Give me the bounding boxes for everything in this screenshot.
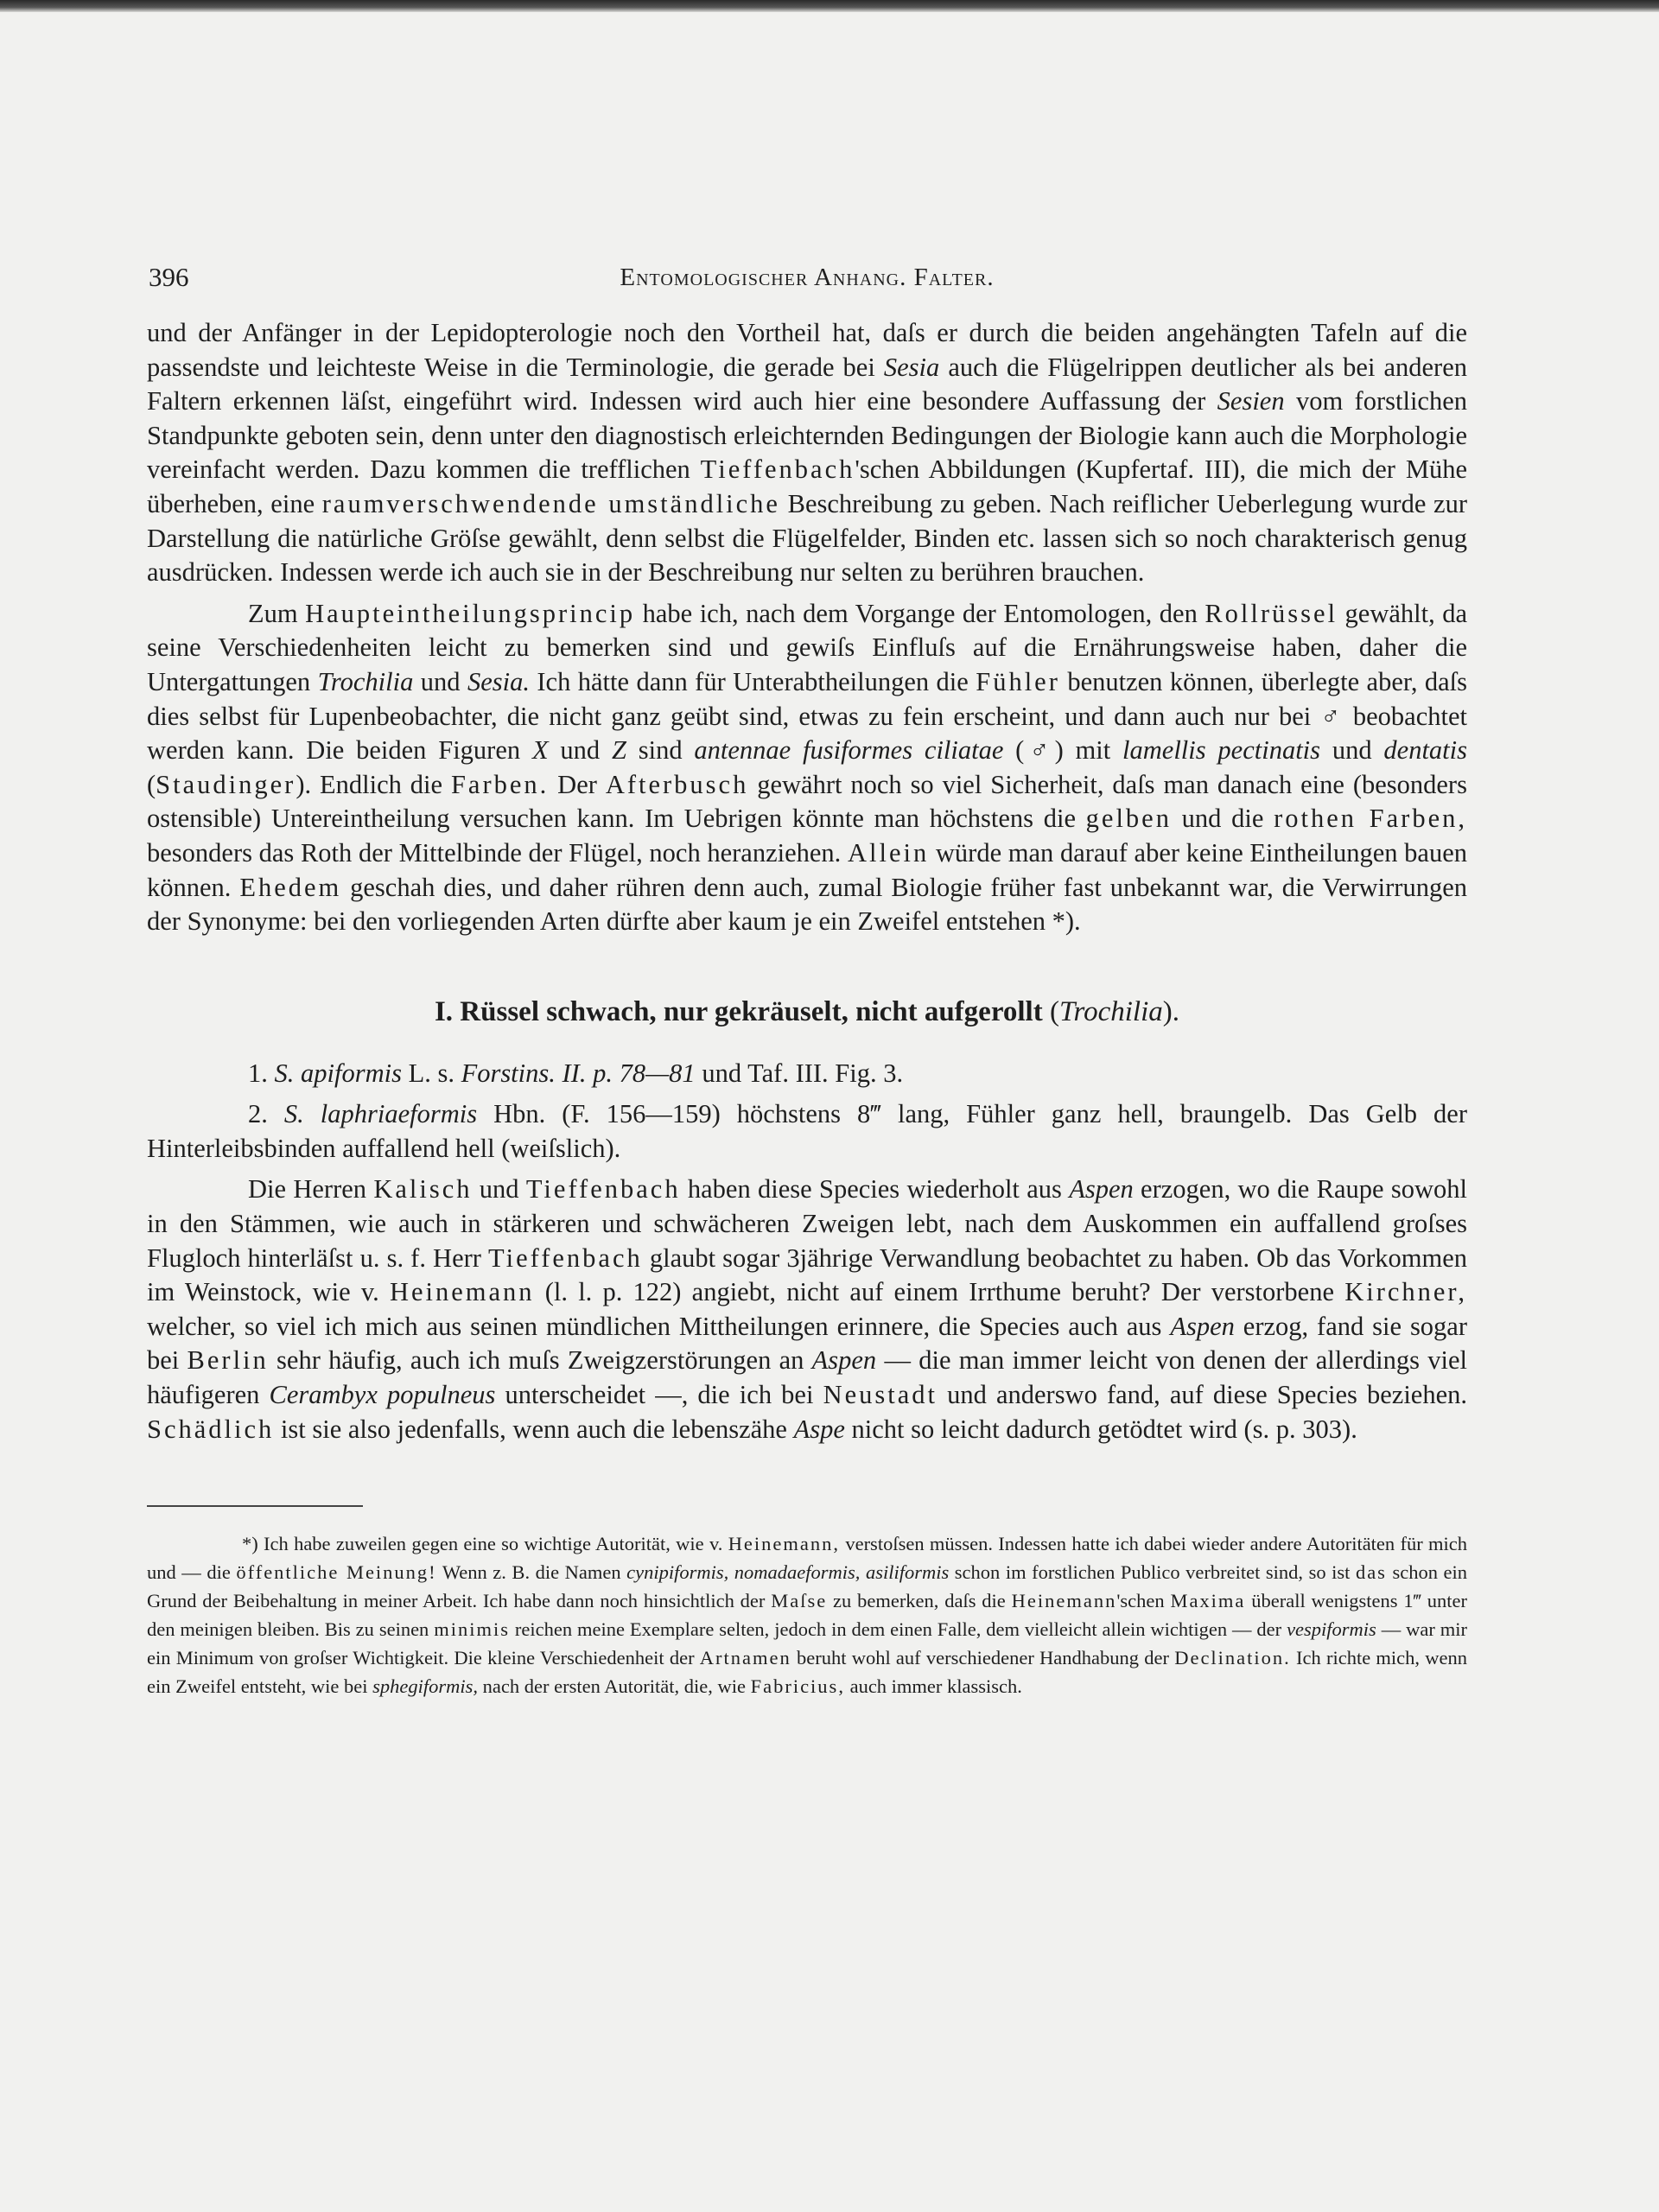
paragraph-classification [147, 597, 1467, 939]
text-run: erzog, fand sie sogar bei [147, 1311, 1468, 1376]
text-run: vom forstlichen Standpunkte geboten sein, denn unter den diagnostisch erleichternden Bedingungen der Biologie kann auch die Morphologie vereinfacht werden. Dazu kommen die trefflichen [147, 386, 1467, 485]
text-run: schon im forstlichen Publico verbreitet sind, so ist [949, 1561, 1356, 1584]
spaced-run: Artnamen [699, 1647, 791, 1669]
spaced-run: Heinemann [389, 1277, 535, 1307]
text-run: ( [1049, 995, 1059, 1027]
spaced-run: minimis [434, 1618, 510, 1641]
italic-run: antennae fusiformes ciliatae [694, 735, 1004, 766]
text-run: gewählt, da seine Verschiedenheiten leicht zu bemerken sind und gewiſs Einfluſs auf die Ernährungsweise haben, daher die Untergattungen [147, 598, 1468, 696]
text-run: Beschreibung zu geben. Nach reiflicher Ueberlegung wurde zur Darstellung die natürliche Gröſse gewählt, denn selbst die Flügelfelder, Binden etc. lassen sich so noch charakterisch genug ausdrücken. Indessen werde ich auch sie in der Beschreibung nur selten zu berühren brauchen. [147, 488, 1467, 588]
text-run: benutzen können, überlegte aber, daſs dies selbst für Lupenbeobachter, die nicht ganz geübt sind, etwas zu fein erscheint, und dann auch nur bei ♂ beobachtet werden kann. Die beiden Figuren [147, 666, 1468, 766]
text-run: welcher, so viel ich mich aus seinen mündlichen Mittheilungen erinnere, die Species auch aus [147, 1311, 1171, 1341]
italic-run: lamellis pectinatis [1122, 735, 1321, 766]
paragraph-intro [147, 316, 1467, 590]
species-item-1 [147, 1057, 1467, 1091]
species-item-2 [147, 1097, 1467, 1166]
spaced-run: Allein [847, 837, 930, 868]
text-run: 'schen Abbildungen (Kupfertaf. III), die mich der Mühe überheben, eine [147, 454, 1467, 518]
text-run: und [413, 666, 467, 696]
italic-run: Sesia. [467, 666, 530, 696]
text-run: habe ich, nach dem Vorgange der Entomologen, den [635, 598, 1205, 628]
spaced-run: Fabricius, [750, 1675, 845, 1698]
text-run: — war mir ein Minimum von groſser Wichtigkeit. Die kleine Verschiedenheit der [147, 1618, 1467, 1669]
italic-run: Cerambyx populneus [269, 1380, 496, 1410]
scan-top-edge [0, 0, 1659, 12]
spaced-run: Berlin [187, 1345, 269, 1376]
spaced-run: Heinemann [1011, 1590, 1117, 1612]
text-run: glaubt sogar 3jährige Verwandlung beobachtet zu haben. Ob das Vorkommen im Weinstock, wie v. [147, 1243, 1467, 1307]
spaced-run: Ehedem [239, 872, 342, 902]
text-run: und die [1171, 804, 1274, 834]
text-run: und [548, 735, 612, 766]
spaced-run: Afterbusch [605, 769, 749, 799]
spaced-run: Kalisch [373, 1174, 473, 1205]
text-run: ist sie also jedenfalls, wenn auch die lebenszähe [274, 1414, 794, 1444]
section-heading-subgenus [1050, 996, 1179, 1027]
italic-run: Aspen [811, 1345, 877, 1376]
footnote-rule [147, 1505, 363, 1507]
text-run: nicht so leicht dadurch getödtet wird (s. p. 303). [844, 1414, 1357, 1444]
spaced-run: Haupteintheilungsprincip [305, 598, 636, 628]
text-run: sehr häufig, auch ich muſs Zweigzerstörungen an [268, 1345, 812, 1376]
text-run: Der [549, 769, 606, 799]
spaced-run: gelben [1085, 804, 1172, 834]
text-run: besonders das Roth der Mittelbinde der Flügel, noch heranziehen. [147, 837, 848, 868]
text-run: verstoſsen müssen. Indessen hatte ich dabei wieder andere Autoritäten für mich und — die [147, 1533, 1467, 1584]
spaced-run: rothen Farben, [1274, 804, 1467, 834]
text-run: erzogen, wo die Raupe sowohl in den Stämmen, wie auch in stärkeren und schwächeren Zweigen lebt, nach dem Auskommen ein auffallend groſses Flugloch hinterläſst u. s. f. Herr [147, 1174, 1468, 1273]
book-page [147, 256, 1467, 1700]
italic-run: Aspe [793, 1414, 845, 1444]
spaced-run: Tieffenbach [700, 454, 855, 485]
text-run: gewährt noch so viel Sicherheit, daſs man danach eine (besonders ostensible) Untereintheilung versuchen kann. Im Uebrigen könnte man höchstens die [147, 769, 1467, 834]
text-run: 'schen [1116, 1590, 1171, 1612]
text-run: auch immer klassisch. [844, 1675, 1022, 1698]
section-heading-title: I. Rüssel schwach, nur gekräuselt, nicht aufgerollt [434, 995, 1043, 1027]
text-run: und Taf. III. Fig. 3. [695, 1058, 904, 1088]
italic-run: S. laphriaeformis [283, 1099, 478, 1129]
italic-run: Forstins. II. p. 78—81 [461, 1058, 696, 1088]
text-run: Hbn. (F. 156—159) höchstens 8‴ lang, Fühler ganz hell, braungelb. Das Gelb der Hinterleibsbinden auffallend hell (weiſslich). [147, 1099, 1467, 1163]
italic-run: vespiformis [1287, 1618, 1376, 1641]
italic-run: cynipiformis, nomadaeformis, asiliformis [626, 1561, 950, 1584]
text-run: unterscheidet —, die ich bei [495, 1380, 823, 1410]
text-run: ). [1162, 995, 1180, 1027]
italic-run: Aspen [1069, 1174, 1134, 1205]
text-run: Ich hätte dann für Unterabtheilungen die [529, 666, 976, 696]
text-run: 2. [248, 1099, 284, 1129]
italic-run: Sesia [883, 352, 940, 382]
page-number: 396 [149, 262, 189, 292]
running-head [147, 256, 1467, 299]
spaced-run: raumverschwendende umständliche [321, 488, 780, 518]
text-run: L. s. [401, 1058, 461, 1088]
text-run: Zum [248, 598, 306, 628]
text-run: (♂) mit [1003, 735, 1123, 766]
spaced-run: Heinemann, [728, 1533, 841, 1555]
spaced-run: Tieffenbach [525, 1174, 681, 1205]
text-run: — die man immer leicht von denen der allerdings viel häufigeren [147, 1345, 1467, 1410]
text-run: Die Herren [248, 1174, 374, 1205]
text-run: Ich richte mich, wenn ein Zweifel entsteht, wie bei [147, 1647, 1468, 1698]
spaced-run: Tieffenbach [488, 1243, 643, 1273]
text-run: und anderswo fand, auf diese Species beziehen. [937, 1380, 1467, 1410]
spaced-run: das [1355, 1561, 1387, 1584]
italic-run: S. apiformis [274, 1058, 402, 1088]
text-run: zu bemerken, daſs die [827, 1590, 1012, 1612]
text-run: reichen meine Exemplare selten, jedoch in dem einen Falle, dem vielleicht allein wichtigen — der [509, 1618, 1287, 1641]
spaced-run: Neustadt [823, 1380, 938, 1410]
text-run: und [1320, 735, 1384, 766]
text-run: (l. l. p. 122) angiebt, nicht auf einem Irrthume beruht? Der verstorbene [534, 1277, 1345, 1307]
text-run: Wenn z. B. die Namen [436, 1561, 627, 1584]
spaced-run: Fühler [976, 666, 1060, 696]
spaced-run: Maſse [771, 1590, 828, 1612]
header-title: Entomologischer Anhang. Falter. [620, 264, 995, 291]
spaced-run: Schädlich [147, 1414, 275, 1444]
spaced-run: öffentliche Meinung! [236, 1561, 437, 1584]
text-run: und [472, 1174, 526, 1205]
italic-run: Trochilia [1058, 995, 1163, 1027]
spaced-run: Maxima [1170, 1590, 1246, 1612]
spaced-run: Kirchner, [1344, 1277, 1467, 1307]
text-run: sind [626, 735, 695, 766]
italic-run: Aspen [1170, 1311, 1235, 1341]
text-run: auch die Flügelrippen deutlicher als bei anderen Faltern erkennen läſst, eingeführt wird. Indessen wird auch hier eine besondere Auffassung der [147, 352, 1467, 416]
text-run: ( [147, 769, 156, 799]
footnote [147, 1529, 1467, 1700]
section-heading [147, 993, 1467, 1031]
text-run: überall wenigstens 1‴ unter den meinigen bleiben. Bis zu seinen [147, 1590, 1467, 1641]
paragraph-laphriaeformis-biology [147, 1173, 1467, 1446]
italic-run: Sesien [1217, 386, 1285, 416]
italic-run: dentatis [1383, 735, 1467, 766]
text-run: *) Ich habe zuweilen gegen eine so wichtige Autorität, wie v. [242, 1533, 728, 1555]
spaced-run: Declination. [1174, 1647, 1291, 1669]
spaced-run: Farben. [450, 769, 550, 799]
text-run: nach der ersten Autorität, die, wie [478, 1675, 751, 1698]
italic-run: Z [611, 735, 626, 766]
text-run: schon ein Grund der Beibehaltung in meiner Arbeit. Ich habe dann noch hinsichtlich der [147, 1561, 1467, 1612]
body-text [147, 316, 1467, 1700]
text-run: beruht wohl auf verschiedener Handhabung der [791, 1647, 1175, 1669]
text-run: 1. [248, 1058, 275, 1088]
text-run: ). Endlich die [296, 769, 451, 799]
italic-run: Trochilia [317, 666, 414, 696]
text-run: und der Anfänger in der Lepidopterologie noch den Vortheil hat, daſs er durch die beiden angehängten Tafeln auf die passendste und leichteste Weise in die Terminologie, die gerade bei [147, 318, 1467, 382]
spaced-run: Rollrüssel [1205, 598, 1338, 628]
italic-run: X [531, 735, 549, 766]
italic-run: sphegiformis, [372, 1675, 479, 1698]
spaced-run: Staudinger [156, 769, 296, 799]
text-run: geschah dies, und daher rühren denn auch, zumal Biologie früher fast unbekannt war, die Verwirrungen der Synonyme: bei den vorliegenden Arten dürfte aber kaum je ein Zweifel entstehen *). [147, 872, 1467, 937]
text-run: haben diese Species wiederholt aus [680, 1174, 1070, 1205]
text-run: würde man darauf aber keine Eintheilungen bauen können. [147, 837, 1467, 902]
